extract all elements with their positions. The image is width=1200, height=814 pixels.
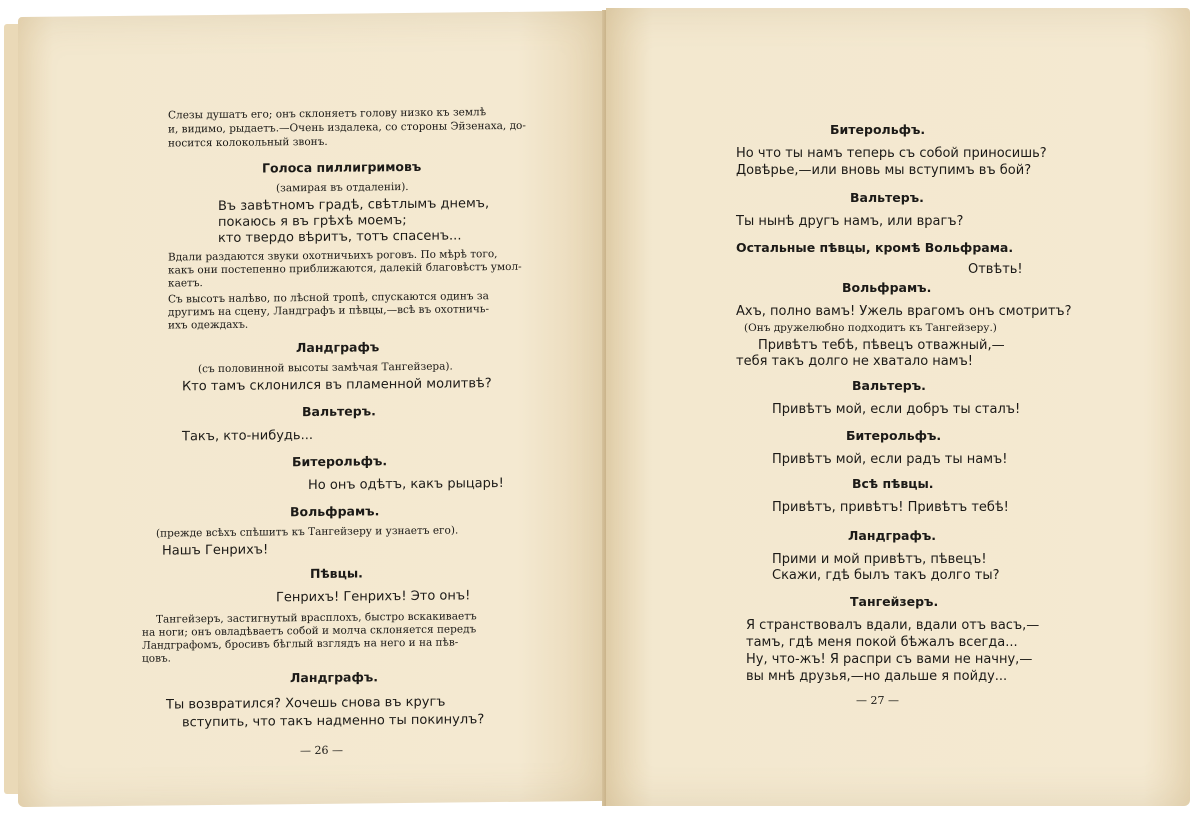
speaker-name: Вальтеръ. [850,190,924,205]
speaker-name: Пѣвцы. [310,565,363,582]
verse-line: Привѣтъ, привѣтъ! Привѣтъ тебѣ! [772,500,1009,515]
stage-direction-line: какъ они постепенно приближаются, далекій благовѣстъ умол- [168,260,522,277]
verse-line: Ну, что-жъ! Я распри съ вами не начну,— [746,652,1033,667]
stage-direction: (прежде всѣхъ спѣшитъ къ Тангейзеру и узнаетъ его). [156,524,459,540]
left-page [18,11,606,807]
verse-line: Ты нынѣ другъ намъ, или врагъ? [736,214,964,229]
stage-direction-line: ихъ одеждахъ. [168,318,249,332]
speaker-name: Ландграфъ [296,339,380,356]
stage-direction-line: каетъ. [168,277,203,290]
speaker-name: Вальтеръ. [302,403,376,420]
verse-line: Довѣрье,—или вновь мы вступимъ въ бой? [736,163,1032,178]
verse-line: тамъ, гдѣ меня покой бѣжалъ всегда... [746,635,1018,650]
verse-line: вступить, что такъ надменно ты покинулъ? [182,712,485,731]
verse-line: Но что ты намъ теперь съ собой приносишь? [736,146,1047,161]
stage-direction-line: носится колокольный звонъ. [168,135,328,150]
verse-line: тебя такъ долго не хватало намъ! [736,354,973,369]
verse-line: Отвѣть! [968,262,1023,277]
verse-line: Привѣтъ мой, если радъ ты намъ! [772,452,1008,467]
verse-line: Привѣтъ тебѣ, пѣвецъ отважный,— [758,338,1005,353]
speaker-name: Голоса пиллигримовъ [262,158,422,176]
verse-line: Такъ, кто-нибудь... [182,427,313,445]
verse-line: Кто тамъ склонился въ пламенной молитвѣ? [182,376,492,395]
stage-direction-line: Тангейзеръ, застигнутый врасплохъ, быстро вскакиваетъ [156,610,477,626]
verse-line: Генрихъ! Генрихъ! Это онъ! [276,588,471,606]
speaker-name: Тангейзеръ. [850,594,939,609]
stage-direction-line: на ноги; онъ овладѣваетъ собой и молча склоняется передъ [142,623,477,639]
verse-line: Я странствовалъ вдали, вдали отъ васъ,— [746,618,1040,633]
speaker-name: Битерольфъ. [846,428,942,443]
stage-direction: (съ половинной высоты замѣчая Тангейзера). [198,360,453,376]
speaker-name: Вольфрамъ. [842,280,932,295]
verse-line: Прими и мой привѣтъ, пѣвецъ! [772,552,987,567]
speaker-name: Битерольфъ. [292,453,388,470]
speaker-name: Остальные пѣвцы, кромѣ Вольфрама. [736,240,1014,255]
verse-line: покаюсь я въ грѣхѣ моемъ; [218,213,407,230]
page-number: — 27 — [856,694,899,707]
right-page [606,8,1190,806]
verse-line: Но онъ одѣтъ, какъ рыцарь! [308,475,504,494]
verse-line: Ахъ, полно вамъ! Ужель врагомъ онъ смотритъ? [736,304,1072,319]
speaker-name: Ландграфъ. [848,528,937,543]
stage-direction-line: Съ высотъ налѣво, по лѣсной тропѣ, спускаются одинъ за [168,290,489,306]
verse-line: Скажи, гдѣ былъ такъ долго ты? [772,568,1000,583]
verse-line: Нашъ Генрихъ! [162,542,269,559]
stage-direction-line: цовъ. [142,652,172,665]
stage-direction-line: Ландграфомъ, бросивъ бѣглый взглядъ на него и на пѣв- [142,636,459,652]
stage-direction-line: и, видимо, рыдаетъ.—Очень издалека, со стороны Эйзенаха, до- [168,119,526,136]
stage-direction: (замирая въ отдаленіи). [276,180,409,195]
verse-line: Ты возвратился? Хочешь снова въ кругъ [166,694,446,713]
stage-direction-line: другимъ на сцену, Ландграфъ и пѣвцы,—всѣ въ охотничь- [168,303,490,319]
stage-direction: (Онъ дружелюбно подходитъ къ Тангейзеру.) [744,322,997,334]
speaker-name: Битерольфъ. [830,122,926,137]
speaker-name: Вальтеръ. [852,378,926,393]
speaker-name: Вольфрамъ. [290,503,380,520]
verse-line: Привѣтъ мой, если добръ ты сталъ! [772,402,1021,417]
speaker-name: Ландграфъ. [290,669,379,686]
verse-line: Въ завѣтномъ градѣ, свѣтлымъ днемъ, [218,196,490,214]
stage-direction-line: Вдали раздаются звуки охотничьихъ роговъ. По мѣрѣ того, [168,248,498,264]
speaker-name: Всѣ пѣвцы. [852,476,934,491]
page-number: — 26 — [300,743,343,758]
stage-direction-line: Слезы душатъ его; онъ склоняетъ голову низко къ землѣ [168,106,487,122]
verse-line: вы мнѣ друзья,—но дальше я пойду... [746,669,1008,684]
verse-line: кто твердо вѣритъ, тотъ спасенъ... [218,228,462,246]
